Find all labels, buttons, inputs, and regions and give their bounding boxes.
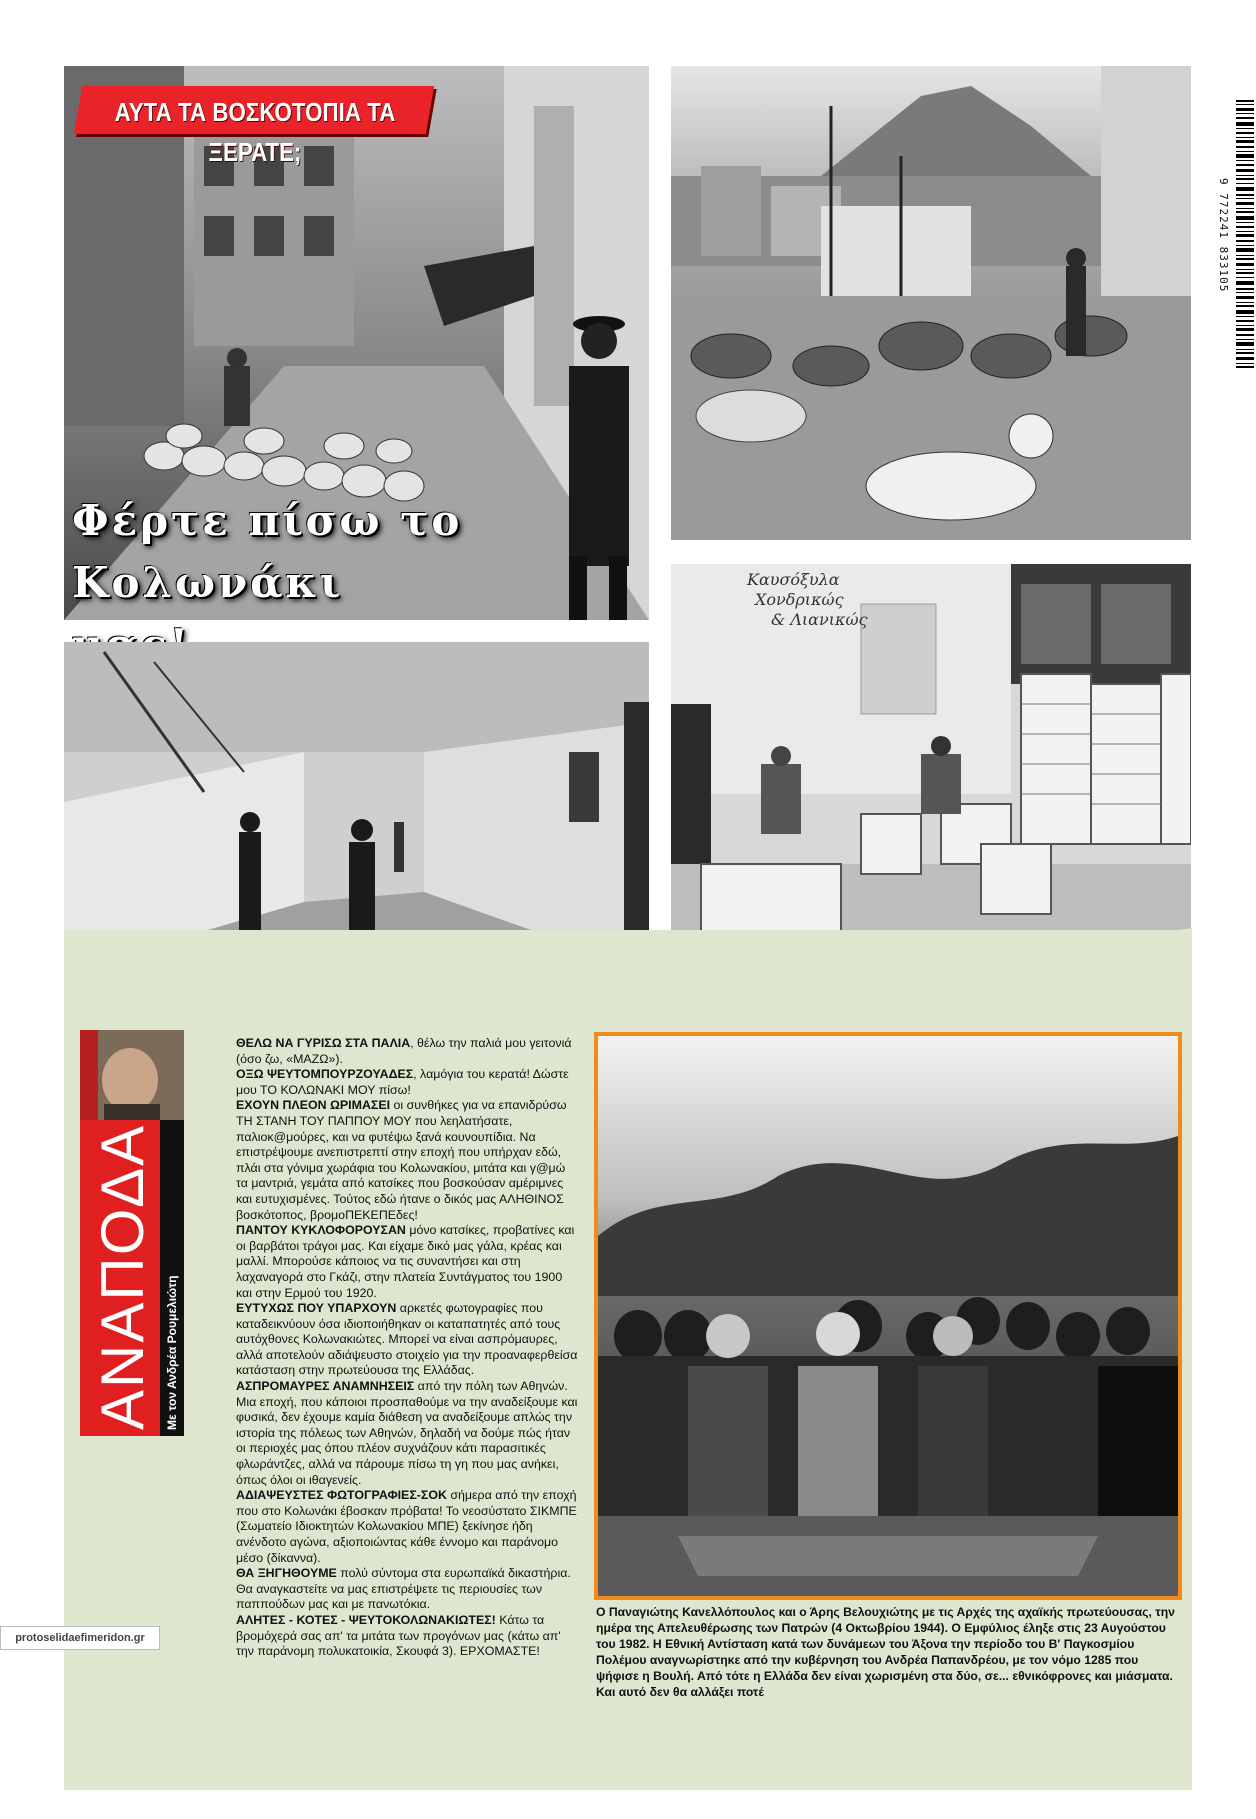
banner-title: ΑΥΤΑ ΤΑ ΒΟΣΚΟΤΟΠΙΑ ΤΑ ΞΕΡΑΤΕ; [114, 97, 396, 167]
column-author: Με τον Ανδρέα Ρουμελιώτη [165, 1275, 179, 1430]
shop-sign-line2: Χονδρικώς [755, 590, 844, 609]
paragraph-text: , θέλω την παλιά μου γειτονιά (όσο ζω, «ΜΑΖΩ»). [236, 1036, 572, 1066]
column-title: ΑΝΑΠΟΔΑ [89, 1123, 156, 1430]
paragraph-lead: ΠΑΝΤΟΥ ΚΥΚΛΟΦΟΡΟΥΣΑΝ [236, 1223, 406, 1238]
paragraph [236, 1067, 580, 1098]
paragraph-text: Κάτω τα βρομόχερά σας απ' τα μιτάτα των προγόνων μας (κάτω απ' την παράνομη πολυκατοικία, Σκουφά 3). ΕΡΧΟΜΑΣΤΕ! [236, 1612, 561, 1659]
paragraph-lead: ΑΛΗΤΕΣ - ΚΟΤΕΣ - ΨΕΥΤΟΚΟΛΩΝΑΚΙΩΤΕΣ! [236, 1612, 496, 1627]
column-body [236, 1036, 580, 1660]
paragraph [236, 1379, 580, 1488]
author-photo [80, 1030, 184, 1122]
shop-sign [741, 570, 891, 630]
photo-liberation-patras [594, 1032, 1182, 1600]
paragraph-text: αρκετές φωτογραφίες που καταδεικνύουν όσα ιδιοποιήθηκαν οι καταπατητές από τους αυτόχθονες Κολωνακιώτες. Μπορεί να είναι ασπρόμαυρες, αλλά αποτελούν αδιάψευστο στοιχείο για την προαναφερθείσα κατάσταση στην πρωτεύουσα της Ελλάδας. [236, 1301, 578, 1378]
paragraph [236, 1301, 580, 1379]
photo-sheep-hill [671, 66, 1191, 540]
paragraph-lead: ΘΑ ΞΗΓΗΘΟΥΜΕ [236, 1566, 337, 1581]
paragraph [236, 1098, 580, 1223]
paragraph [236, 1488, 580, 1566]
headline-line2: Κολωνάκι [72, 558, 344, 607]
paragraph [236, 1613, 580, 1660]
paragraph [236, 1223, 580, 1301]
paragraph-lead: ΕΥΤΥΧΩΣ ΠΟΥ ΥΠΑΡΧΟΥΝ [236, 1301, 397, 1316]
shop-sign-line1: Καυσόξυλα [747, 570, 840, 589]
paragraph-lead: ΟΞΩ ΨΕΥΤΟΜΠΟΥΡΖΟΥΑΔΕΣ [236, 1067, 414, 1082]
wavy-edge [64, 900, 1192, 960]
barcode [1224, 100, 1254, 370]
photo-caption: Ο Παναγιώτης Κανελλόπουλος και ο Άρης Βελουχιώτης με τις Αρχές της αχαϊκής πρωτεύουσας, την ημέρα της Απελευθέρωσης των Πατρών (4 Οκτωβρίου 1944). Ο Εμφύλιος έληξε στις 23 Αυγούστου του 1982. Η Εθνική Αντίσταση κατά των δυνάμεων του Άξονα την περίοδο του Β' Παγκοσμίου Πολέμου αναγνωρίστηκε από την κυβέρνηση του Ανδρέα Παπανδρέου, με τον νόμο 1285 που ψήφισε η Βουλή. Από τότε η Ελλάδα δεν είναι χωρισμένη στα δύο, σε... εθνικόφρονες και μιάσματα. Και αυτό δεν θα αλλάξει ποτέ [596, 1605, 1175, 1699]
headline-line1: Φέρτε πίσω το [72, 496, 463, 545]
paragraph-text: από την πόλη των Αθηνών. Μια εποχή, που κάποιοι προσπαθούμε να την αναδείξουμε και φυσικά, δεν έχουμε καμία διάθεση να αναδείξουμε απλώς την ιστορία της πόλεως των Αθηνών, δηλαδή να δούμε πώς ήταν οι περιοχές μας όπου πλέον συχνάζουν κάτι παρασιτικές φλωράντζες, αλλά να πάρουμε πίσω τη γη που μας ανήκει, όπως όλοι οι ιθαγενείς. [236, 1379, 578, 1487]
paragraph-lead: ΕΧΟΥΝ ΠΛΕΟΝ ΩΡΙΜΑΣΕΙ [236, 1098, 391, 1113]
paragraph-lead: ΑΣΠΡΟΜΑΥΡΕΣ ΑΝΑΜΝΗΣΕΙΣ [236, 1379, 415, 1394]
paragraph [236, 1566, 580, 1613]
shop-sign-line3: & Λιανικώς [771, 610, 868, 629]
paragraph-text: σήμερα από την εποχή που στο Κολωνάκι έβοσκαν πρόβατα! Το νεοσύστατο ΣΙΚΜΠΕ (Σωματείο Ιδιοκτητών Κολωνακίου ΜΠΕ) ξεκίνησε ήδη ανένδοτο αγώνα, αξιοποιώντας κάθε έννομο και παράνομο μέσο (δίκαννα). [236, 1488, 577, 1565]
paragraph-text: πολύ σύντομα στα ευρωπαϊκά δικαστήρια. Θα αναγκαστείτε να μας επιστρέψετε τις περιουσίες των παππούδων μας και με πανωτόκια. [236, 1566, 571, 1612]
paragraph [236, 1036, 580, 1067]
paragraph-text: οι συνθήκες για να επανιδρύσω ΤΗ ΣΤΑΝΗ ΤΟΥ ΠΑΠΠΟΥ ΜΟΥ που λεηλατήσατε, παλιοκ@μούρες, και να φυτέψω ξανά κουνουπίδια. Να επιστρέψουμε ανεπιστρεπτί στην εποχή που υπήρχαν εδώ, πλάι στα γόνιμα χωράφια του Κολωνακίου, μιτάτα και γ@μώ τα μαντριά, γεμάτα από κατσίκες που βοσκούσαν αμέριμνες και ευτυχισμένες. Τούτος εδώ ήτανε ο δικός μας ΑΛΗΘΙΝΟΣ βοσκότοπος, βρομοΠΕΚΕΠΕδες! [236, 1098, 567, 1222]
paragraph-text: μόνο κατσίκες, προβατίνες και οι βαρβάτοι τράγοι μας. Και είχαμε δικό μας γάλα, κρέας και μαλλί. Μπορούσε κάποιος να τις συναντήσει και στη λαχαναγορά στο Γκάζι, στην πλατεία Συντάγματος του 1900 και στην Ερμού του 1920. [236, 1223, 575, 1300]
paragraph-lead: ΑΔΙΑΨΕΥΣΤΕΣ ΦΩΤΟΓΡΑΦΙΕΣ-ΣΟΚ [236, 1488, 447, 1503]
paragraph-lead: ΘΕΛΩ ΝΑ ΓΥΡΙΣΩ ΣΤΑ ΠΑΛΙΑ [236, 1036, 411, 1050]
site-watermark: protoselidaefimeridon.gr [0, 1626, 160, 1650]
paragraph-text: , λαμόγια του κερατά! Δώστε μου ΤΟ ΚΟΛΩΝΑΚΙ ΜΟΥ πίσω! [236, 1067, 569, 1097]
barcode-digits: 9 772241 833105 [1217, 177, 1230, 293]
